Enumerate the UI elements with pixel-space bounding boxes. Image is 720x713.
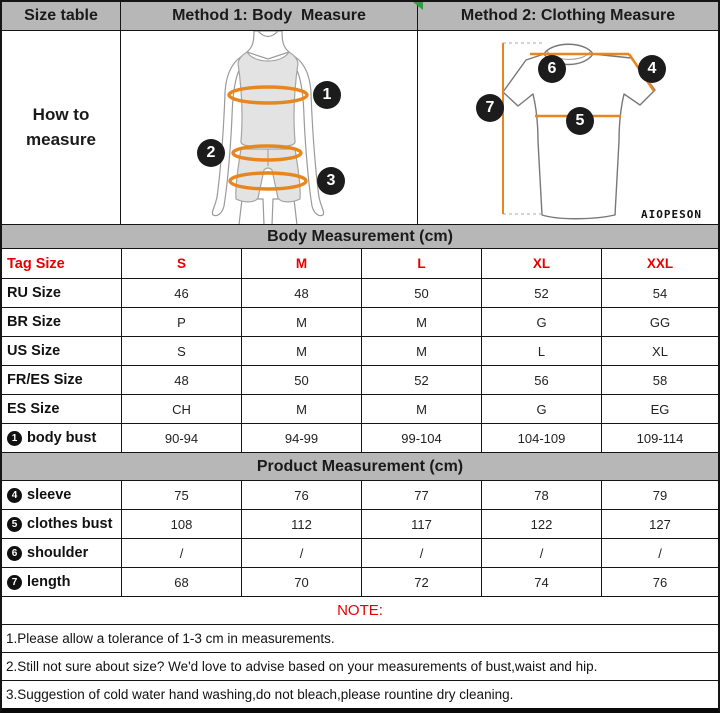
row-label: [2, 481, 122, 509]
value-cell: 112: [242, 510, 362, 538]
value-cell: 48: [242, 279, 362, 307]
table-row: [2, 423, 718, 452]
value-cell: 70: [242, 568, 362, 596]
table-row: [2, 567, 718, 596]
row-label-text: clothes bust: [27, 516, 113, 532]
body-diagram-cell: [121, 31, 418, 224]
size-column-header: S: [122, 249, 242, 278]
marker-badge: 1: [7, 431, 22, 446]
table-row: [2, 394, 718, 423]
value-cell: M: [242, 395, 362, 423]
row-label: [2, 279, 122, 307]
marker-2: 2: [197, 139, 225, 167]
row-label-text: sleeve: [27, 487, 72, 503]
value-cell: P: [122, 308, 242, 336]
value-cell: 99-104: [362, 424, 482, 452]
row-label: [2, 539, 122, 567]
how-to-measure-label: [2, 31, 121, 224]
value-cell: 77: [362, 481, 482, 509]
row-label: [2, 395, 122, 423]
row-label-text: shoulder: [27, 545, 89, 561]
value-cell: 50: [242, 366, 362, 394]
value-cell: 122: [482, 510, 602, 538]
value-cell: 117: [362, 510, 482, 538]
value-cell: 109-114: [636, 430, 684, 446]
table-row: [2, 336, 718, 365]
method2-header: Method 2: Clothing Measure: [418, 2, 718, 30]
value-cell: 72: [362, 568, 482, 596]
how-to-measure-text: How to measure: [26, 104, 96, 149]
table-row: [2, 538, 718, 567]
row-label-text: FR/ES Size: [7, 372, 83, 388]
marker-4: 4: [638, 55, 666, 83]
value-cell: 50: [362, 279, 482, 307]
body-measurement-table: [2, 278, 718, 452]
table-row: [2, 509, 718, 538]
marker-badge: 7: [7, 575, 22, 590]
value-cell: 127: [649, 516, 671, 532]
marker-3: 3: [317, 167, 345, 195]
value-cell: M: [362, 395, 482, 423]
table-row: [2, 480, 718, 509]
method1-header: Method 1: Body Measure: [121, 2, 418, 30]
row-label-text: US Size: [7, 343, 61, 359]
value-cell: XL: [652, 343, 668, 359]
marker-6: 6: [538, 55, 566, 83]
value-cell: CH: [122, 395, 242, 423]
tank-top: [238, 52, 298, 147]
value-cell: 54: [652, 285, 668, 301]
note-item: 3.Suggestion of cold water hand washing,do not bleach,please rountine dry cleaning.: [2, 680, 718, 708]
left-leg: [239, 199, 264, 224]
body-measurement-title: Body Measurement (cm): [2, 224, 718, 248]
size-table-header: Size table: [2, 2, 121, 30]
value-cell: /: [242, 539, 362, 567]
row-label: [2, 366, 122, 394]
marker-5: 5: [566, 107, 594, 135]
size-column-header: L: [362, 249, 482, 278]
note-item: 2.Still not sure about size? We'd love to advise based on your measurements of bust,waist and hip.: [2, 652, 718, 680]
note-title: NOTE:: [2, 596, 718, 624]
value-cell: 46: [122, 279, 242, 307]
table-row: [2, 278, 718, 307]
value-cell: 58: [652, 372, 668, 388]
product-measurement-title: Product Measurement (cm): [2, 452, 718, 480]
value-cell: S: [122, 337, 242, 365]
marker-7: 7: [476, 94, 504, 122]
marker-1: 1: [313, 81, 341, 109]
notes-list: [2, 624, 718, 708]
value-cell: 68: [122, 568, 242, 596]
marker-badge: 6: [7, 546, 22, 561]
clothing-diagram-cell: [418, 31, 718, 224]
table-row: [2, 365, 718, 394]
corner-green-mark: [413, 2, 423, 10]
row-label-text: length: [27, 574, 71, 590]
value-cell: 94-99: [242, 424, 362, 452]
size-column-header: M: [242, 249, 362, 278]
value-cell: 79: [652, 487, 668, 503]
value-cell: /: [482, 539, 602, 567]
size-column-header: XXL: [646, 256, 674, 271]
value-cell: 104-109: [482, 424, 602, 452]
value-cell: G: [482, 395, 602, 423]
value-cell: M: [362, 308, 482, 336]
value-cell: M: [242, 308, 362, 336]
size-column-header: XL: [482, 249, 602, 278]
body-illustration: [121, 31, 417, 224]
row-label: [2, 337, 122, 365]
marker-badge: 4: [7, 488, 22, 503]
value-cell: /: [658, 545, 662, 561]
right-leg: [272, 199, 297, 224]
value-cell: EG: [650, 401, 670, 417]
value-cell: 52: [362, 366, 482, 394]
value-cell: 108: [122, 510, 242, 538]
value-cell: 56: [482, 366, 602, 394]
marker-badge: 5: [7, 517, 22, 532]
value-cell: 74: [482, 568, 602, 596]
size-header-row: [2, 248, 718, 278]
value-cell: /: [362, 539, 482, 567]
row-label-text: body bust: [27, 430, 97, 446]
value-cell: M: [242, 337, 362, 365]
row-label: [2, 424, 122, 452]
note-item: 1.Please allow a tolerance of 1-3 cm in measurements.: [2, 624, 718, 652]
value-cell: G: [482, 308, 602, 336]
value-cell: GG: [649, 314, 671, 330]
value-cell: 52: [482, 279, 602, 307]
row-label: [2, 510, 122, 538]
value-cell: M: [362, 337, 482, 365]
value-cell: 90-94: [122, 424, 242, 452]
row-label-text: BR Size: [7, 314, 61, 330]
neck: [247, 31, 289, 59]
value-cell: /: [122, 539, 242, 567]
value-cell: 48: [122, 366, 242, 394]
top-header-row: [2, 2, 718, 30]
value-cell: 76: [242, 481, 362, 509]
value-cell: 76: [652, 574, 668, 590]
row-label-text: RU Size: [7, 285, 61, 301]
row-label: [2, 568, 122, 596]
row-label-text: ES Size: [7, 401, 60, 417]
value-cell: 75: [122, 481, 242, 509]
table-row: [2, 307, 718, 336]
value-cell: L: [482, 337, 602, 365]
illustration-row: [2, 30, 718, 224]
value-cell: 78: [482, 481, 602, 509]
product-measurement-table: [2, 480, 718, 596]
corner-label: Tag Size: [2, 249, 122, 278]
row-label: [2, 308, 122, 336]
brand-label: AIOPESON: [641, 208, 702, 221]
